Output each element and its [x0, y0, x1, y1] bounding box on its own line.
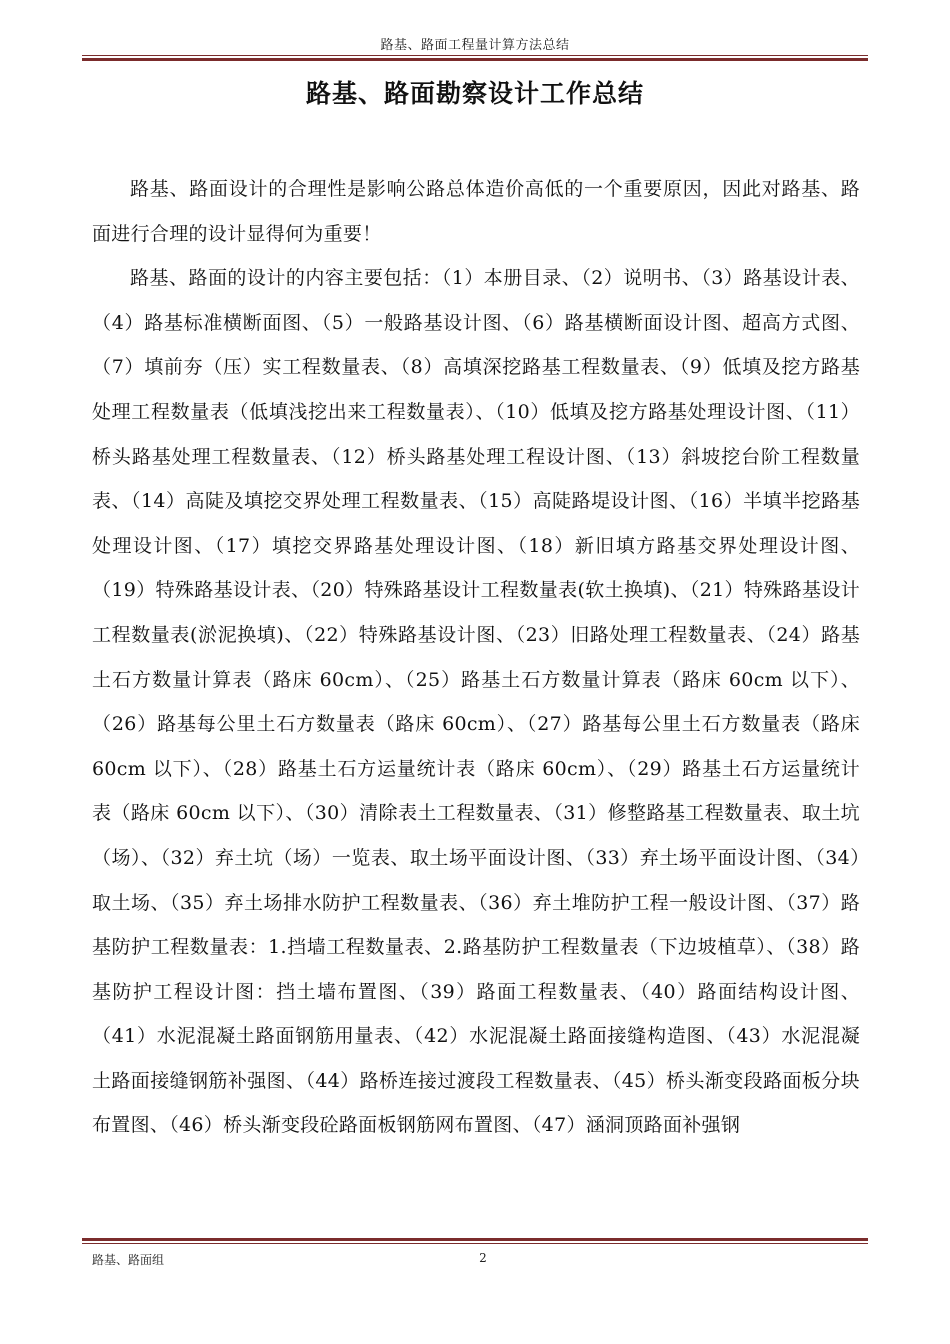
paragraph-contents-list: 路基、路面的设计的内容主要包括：（1）本册目录、（2）说明书、（3）路基设计表、（4）路基标准横断面图、（5）一般路基设计图、（6）路基横断面设计图、超高方式图、（7）填前夯（压）实工程数量表、（8）高填深挖路基工程数量表、（9）低填及挖方路基处理工程数量表（低填浅挖出来工程数量表）、（10）低填及挖方路基处理设计图、（11）桥头路基处理工程数量表、（12）桥头路基处理工程设计图、（13）斜坡挖台阶工程数量表、（14）高陡及填挖交界处理工程数量表、（15）高陡路堤设计图、（16）半填半挖路基处理设计图、（17）填挖交界路基处理设计图、（18）新旧填方路基交界处理设计图、（19）特殊路基设计表、（20）特殊路基设计工程数量表(软土换填)、（21）特殊路基设计工程数量表(淤泥换填)、（22）特殊路基设计图、（23）旧路处理工程数量表、（24）路基土石方数量计算表（路床 60cm）、（25）路基土石方数量计算表（路床 60cm 以下）、（26）路基每公里土石方数量表（路床 60cm）、（27）路基每公里土石方数量表（路床 60cm 以下）、（28）路基土石方运量统计表（路床 60cm）、（29）路基土石方运量统计表（路床 60cm 以下）、（30）清除表土工程数量表、（31）修整路基工程数量表、取土坑（场）、（32）弃土坑（场）一览表、取土场平面设计图、（33）弃土场平面设计图、（34）取土场、（35）弃土场排水防护工程数量表、（36）弃土堆防护工程一般设计图、（37）路基防护工程数量表：1.挡墙工程数量表、2.路基防护工程数量表（下边坡植草）、（38）路基防护工程设计图：挡土墙布置图、（39）路面工程数量表、（40）路面结构设计图、（41）水泥混凝土路面钢筋用量表、（42）水泥混凝土路面接缝构造图、（43）水泥混凝土路面接缝钢筋补强图、（44）路桥连接过渡段工程数量表、（45）桥头渐变段路面板分块布置图、（46）桥头渐变段砼路面板钢筋网布置图、（47）涵洞顶路面补强钢	[92, 267, 860, 1137]
footer-rule-thin	[82, 1243, 868, 1244]
document-text	[92, 167, 860, 1148]
page-number: 2	[479, 1251, 487, 1265]
footer-rule-thick	[82, 1238, 868, 1241]
running-header-title: 路基、路面工程量计算方法总结	[380, 38, 570, 53]
header-rule-thick	[82, 58, 868, 61]
paragraph-intro: 路基、路面设计的合理性是影响公路总体造价高低的一个重要原因，因此对路基、路面进行合理的设计显得何为重要！	[92, 178, 860, 245]
header-rule-thin	[82, 55, 868, 56]
document-title: 路基、路面勘察设计工作总结	[305, 79, 644, 108]
footer-group-label: 路基、路面组	[92, 1253, 165, 1267]
